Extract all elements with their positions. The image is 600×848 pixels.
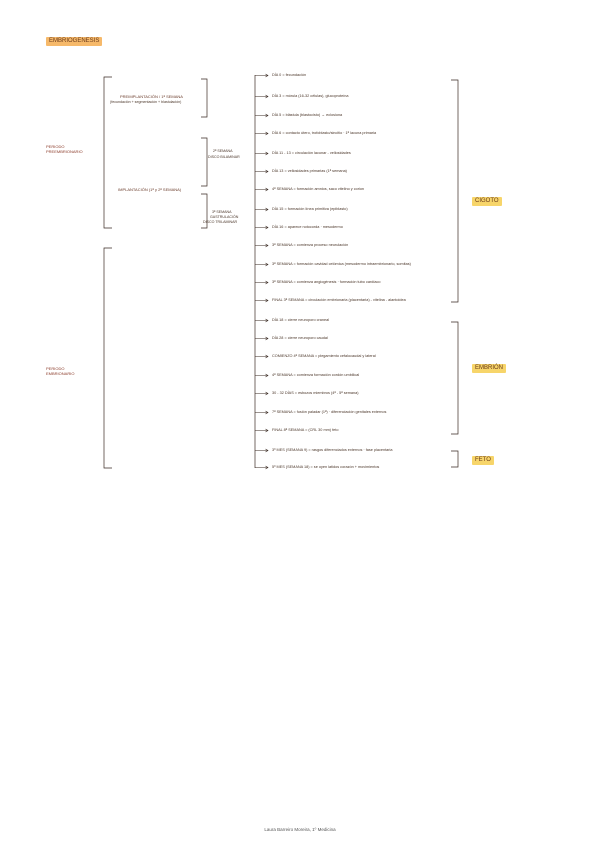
arrow-connector: [255, 319, 268, 322]
arrow-connector: [255, 95, 268, 98]
phase-week2-title: 2ª SEMANA: [213, 149, 233, 153]
phase-implantation-title: IMPLANTACIÓN (1ª y 2ª SEMANA): [118, 187, 182, 192]
arrow-connector: [255, 374, 268, 377]
arrow-connector: [255, 208, 268, 211]
timeline-entry: DÍA 16 = aparece notocorda · mesodermo: [272, 225, 343, 229]
phase-week3-gastrulation: GASTRULACIÓN: [210, 215, 239, 219]
timeline-entry: 3º MES (SEMANA 9) = rasgos diferenciados externos · fase placentaria: [272, 448, 393, 452]
arrow-connector: [255, 152, 268, 155]
arrow-connector: [255, 466, 268, 469]
timeline-entry: 4ª SEMANA = formación amnios, saco vitelino y corion: [272, 187, 365, 191]
arrow-connector: [255, 449, 268, 452]
arrow-connector: [255, 411, 268, 414]
timeline-entry: DÍA 18 = cierre neuroporo craneal: [272, 318, 330, 322]
phase-week3-subtitle: DISCO TRILAMINAR: [203, 220, 238, 224]
arrow-connector: [255, 337, 268, 340]
timeline-entry: DÍA 28 = cierre neuroporo caudal: [272, 336, 328, 340]
phase-preimplantation-subtitle: (fecundación + segmentación + blastulación): [110, 100, 182, 104]
arrow-connector: [255, 392, 268, 395]
timeline-entry: 3ª SEMANA = comienza proceso neurulación: [272, 243, 349, 247]
arrow-connector: [255, 244, 268, 247]
arrow-connector: [255, 226, 268, 229]
arrow-connector: [255, 170, 268, 173]
timeline-entry: DÍA 0 = fecundación: [272, 73, 307, 77]
timeline-entry: FINAL 3ª SEMANA = circulación embrionaria (placentaria) - vitelina - alantoidea: [272, 298, 406, 302]
timeline-entry: 5º MES (SEMANA 18) = se oyen latidos corazón + movimientos: [272, 465, 380, 469]
timeline-entry: 3ª SEMANA = formación cavidad celómica (mesodermo intraembrionario, somitas): [272, 262, 411, 266]
arrow-connector: [255, 188, 268, 191]
timeline-entry: DÍA 13 = vellosidades primarias (1ª semana): [272, 169, 347, 173]
stage-label-embryo: EMBRIÓN: [472, 364, 506, 373]
phase-week2-subtitle: DISCO BILAMINAR: [208, 155, 240, 159]
timeline-entry: DÍA 15 = formación línea primitiva (epiblasto): [272, 207, 348, 211]
timeline-entry: 30 - 32 DÍAS = esbozos miembros (4ª - 5ª semana): [272, 391, 359, 395]
timeline-entry: 7ª SEMANA = fusión paladar (1ª) · diferenciación genitales externos: [272, 410, 387, 414]
phase-week3-title: 3ª SEMANA: [212, 210, 232, 214]
phase-preimplantation-title: PREIMPLANTACIÓN / 1ª SEMANA: [120, 94, 183, 99]
timeline-entry: DÍA 6 = contacto útero, trofoblasto/sincitio · 1ª lacuna primaria: [272, 131, 377, 135]
stage-label-zygote: CIGOTO: [472, 197, 502, 206]
timeline-entry: DÍA 3 = mórula (16-32 células), glucoproteína: [272, 94, 349, 98]
timeline-entry: 3ª SEMANA = comienza angiogénesis · formación tubo cardíaco: [272, 280, 381, 284]
arrow-connector: [255, 74, 268, 77]
timeline-entry: FINAL 8ª SEMANA = (CRL 30 mm) feto: [272, 428, 339, 432]
timeline-entry: 4ª SEMANA = comienza formación cordón umbilical: [272, 373, 360, 377]
arrow-connector: [255, 114, 268, 117]
arrow-connector: [255, 263, 268, 266]
arrow-connector: [255, 355, 268, 358]
period-preembryonic-label: PERIODO PREEMBRIONARIO: [46, 144, 83, 154]
page-title: EMBRIOGENESIS: [46, 37, 102, 46]
arrow-connector: [255, 429, 268, 432]
timeline-entry: DÍA 11 - 13 = circulación lacunar - vellosidades: [272, 151, 351, 155]
arrow-connector: [255, 299, 268, 302]
arrow-connector: [255, 132, 268, 135]
period-embryonic-label: PERIODO EMBRIONARIO: [46, 366, 75, 376]
arrow-connector: [255, 281, 268, 284]
timeline-entry: COMIENZO 4ª SEMANA = plegamiento cefalocaudal y lateral: [272, 354, 376, 358]
footer-author: Laura Barreiro Moreira, 1º Medicina: [264, 827, 336, 832]
stage-label-fetus: FETO: [472, 456, 494, 465]
timeline-entry: DÍA 5 = blástula (blastocisto) → eclosiona: [272, 113, 343, 117]
